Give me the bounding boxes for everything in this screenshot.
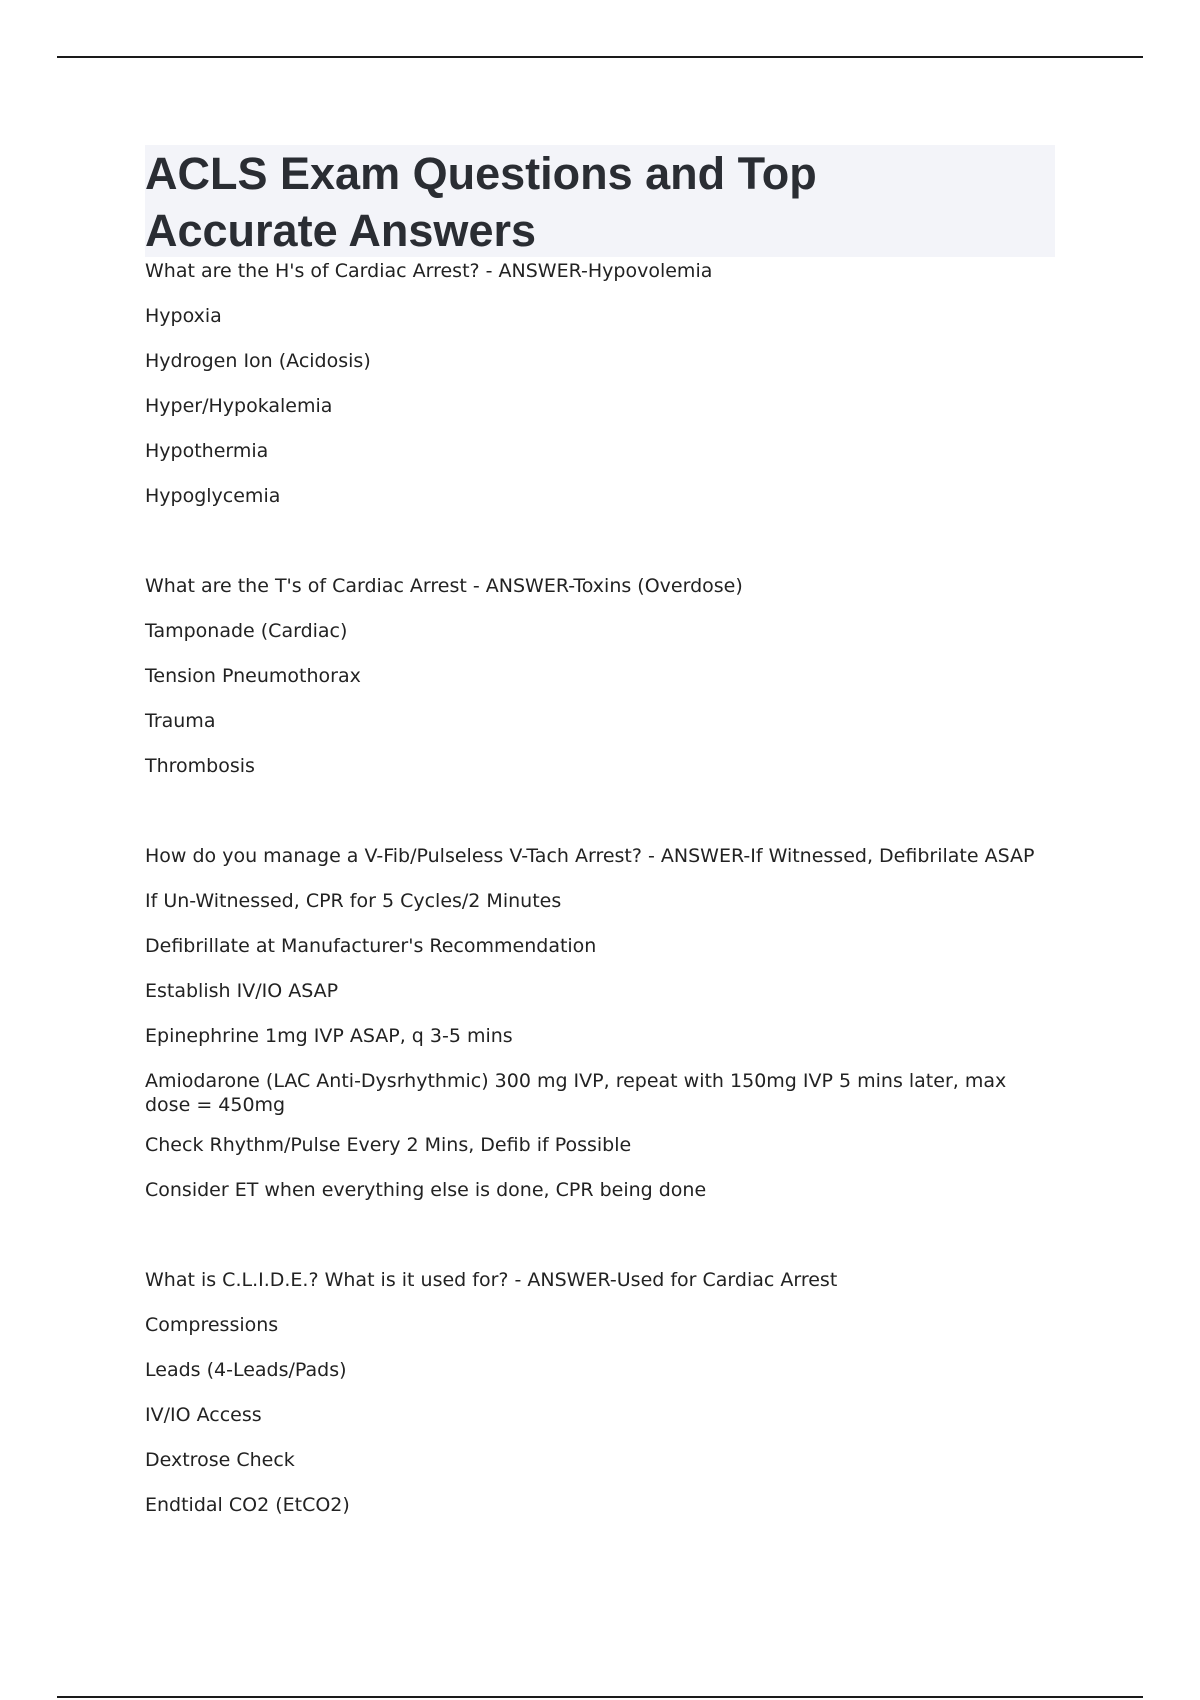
answer-line: IV/IO Access — [145, 1404, 262, 1426]
answer-line: Establish IV/IO ASAP — [145, 980, 339, 1002]
answer-line: Tamponade (Cardiac) — [145, 620, 348, 642]
answer-line: If Un-Witnessed, CPR for 5 Cycles/2 Minutes — [145, 890, 562, 912]
answer-line: Amiodarone (LAC Anti-Dysrhythmic) 300 mg IVP, repeat with 150mg IVP 5 mins later, max dose = 450mg — [145, 1070, 1007, 1116]
qa-block-t-causes — [145, 574, 1055, 799]
answer-line: Thrombosis — [145, 755, 255, 777]
answer-line: Leads (4-Leads/Pads) — [145, 1359, 347, 1381]
answer-line: Defibrillate at Manufacturer's Recommendation — [145, 935, 597, 957]
question-line: How do you manage a V-Fib/Pulseless V-Tach Arrest? - ANSWER-If Witnessed, Defibrilate ASAP — [145, 845, 1035, 867]
answer-line: Hydrogen Ion (Acidosis) — [145, 350, 371, 372]
answer-line: Hypoglycemia — [145, 485, 281, 507]
document-title: ACLS Exam Questions and Top Accurate Answers — [145, 148, 817, 256]
answer-line: Hypothermia — [145, 440, 269, 462]
footer-rule — [57, 1696, 1143, 1698]
qa-block-clide — [145, 1268, 1055, 1538]
title-banner — [145, 145, 1055, 257]
answer-line: Dextrose Check — [145, 1449, 295, 1471]
answer-line: Hyper/Hypokalemia — [145, 395, 333, 417]
answer-line: Compressions — [145, 1314, 279, 1336]
qa-block-h-causes — [145, 257, 1055, 529]
question-line: What is C.L.I.D.E.? What is it used for? - ANSWER-Used for Cardiac Arrest — [145, 1269, 838, 1291]
qa-block-vfib-management — [145, 844, 1055, 1223]
question-line: What are the T's of Cardiac Arrest - ANSWER-Toxins (Overdose) — [145, 575, 743, 597]
answer-line: Tension Pneumothorax — [145, 665, 361, 687]
answer-line: Consider ET when everything else is done, CPR being done — [145, 1179, 707, 1201]
answer-line: Epinephrine 1mg IVP ASAP, q 3-5 mins — [145, 1025, 513, 1047]
answer-line: Hypoxia — [145, 305, 222, 327]
answer-line: Check Rhythm/Pulse Every 2 Mins, Defib if Possible — [145, 1134, 632, 1156]
header-rule — [57, 56, 1143, 58]
question-line: What are the H's of Cardiac Arrest? - ANSWER-Hypovolemia — [145, 260, 713, 282]
document-body — [145, 145, 1055, 1538]
answer-line: Endtidal CO2 (EtCO2) — [145, 1494, 350, 1516]
answer-line: Trauma — [145, 710, 216, 732]
